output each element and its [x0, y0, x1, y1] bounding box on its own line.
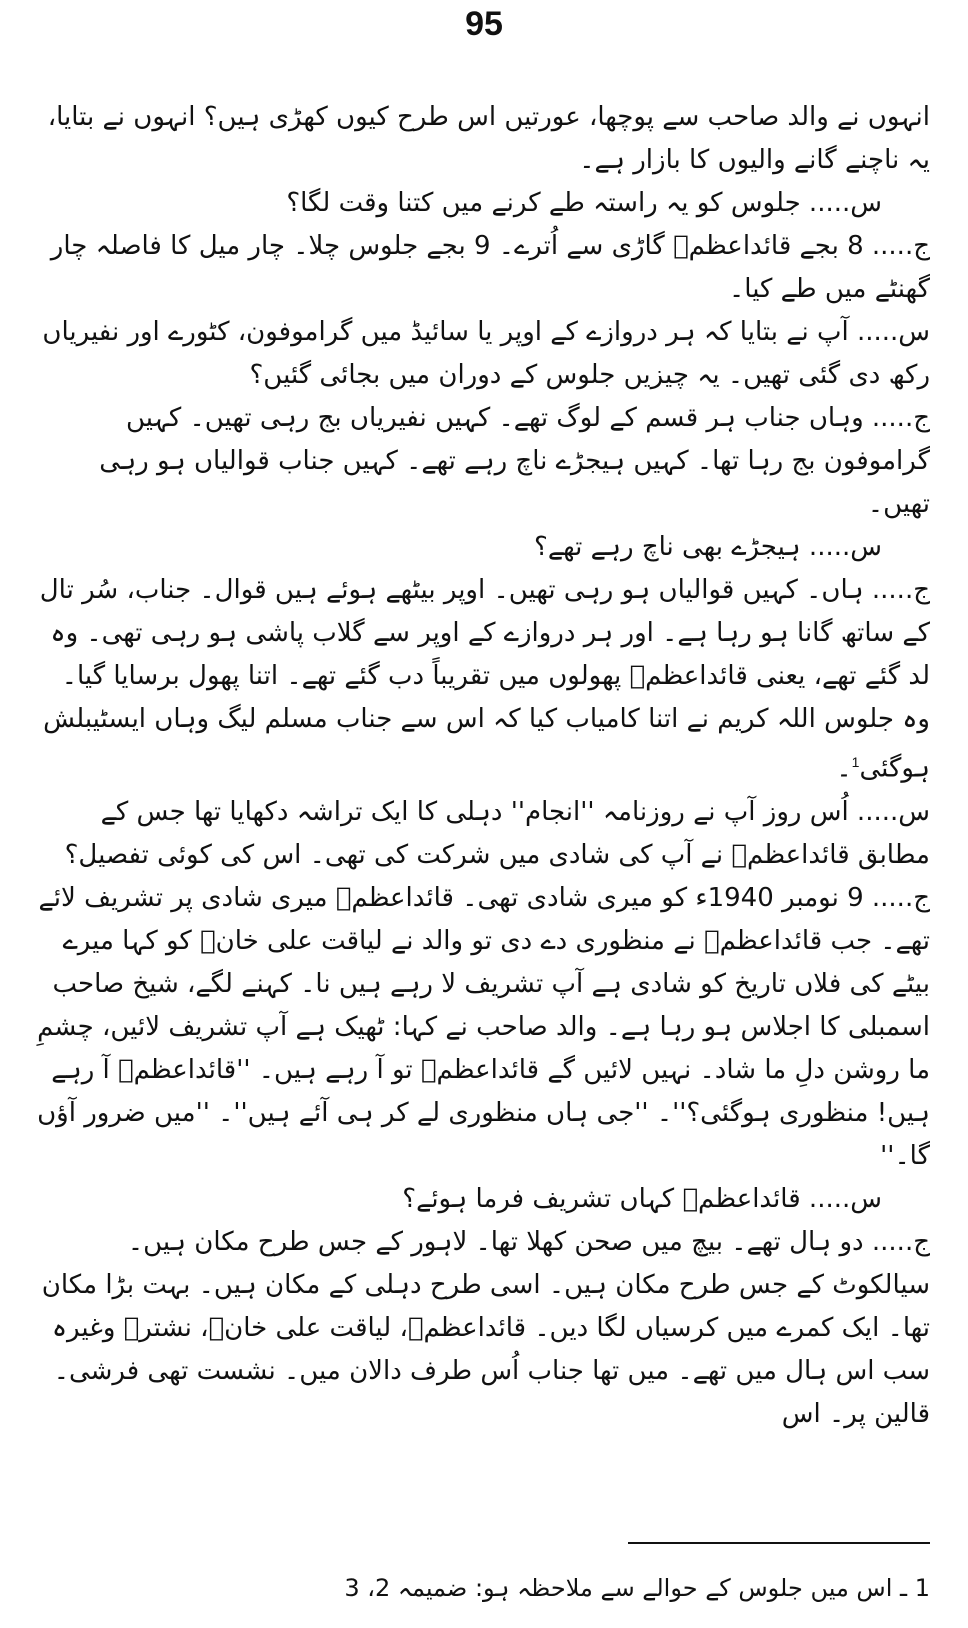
question-paragraph: س..... جلوس کو یہ راستہ طے کرنے میں کتنا وقت لگا؟ — [286, 188, 882, 218]
question-paragraph: س..... آپ نے بتایا کہ ہر دروازے کے اوپر یا سائیڈ میں گراموفون، کٹورے اور نفیریاں رکھ دی گئی تھیں۔ یہ چیزیں جلوس کے دوران میں بجائی گئیں؟ — [42, 317, 930, 390]
answer-paragraph: ج..... ہاں۔ کہیں قوالیاں ہو رہی تھیں۔ اوپر بیٹھے ہوئے ہیں قوال۔ جناب، سُر تال کے ساتھ گانا ہو رہا ہے۔ اور ہر دروازے کے اوپر سے گلاب پاشی ہو رہی تھی۔ وہ لد گئے تھے، یعنی قائداعظمؒ پھولوں میں تقریباً دب گئے تھے۔ اتنا پھول برسایا گیا۔ وہ جلوس اللہ کریم نے اتنا کامیاب کیا کہ اس سے جناب مسلم لیگ وہاں ایسٹیبلش ہوگئی$^1$۔ — [39, 575, 930, 784]
footnote-marker: 1 ـ — [900, 1574, 930, 1602]
paragraph: انہوں نے والد صاحب سے پوچھا، عورتیں اس طرح کیوں کھڑی ہیں؟ انہوں نے بتایا، یہ ناچنے گانے والیوں کا بازار ہے۔ — [47, 102, 930, 175]
page-number: 95 — [465, 5, 503, 43]
question-paragraph: س..... ہیجڑے بھی ناچ رہے تھے؟ — [534, 532, 882, 562]
answer-paragraph: ج..... دو ہال تھے۔ بیچ میں صحن کھلا تھا۔ لاہور کے جس طرح مکان ہیں۔ سیالکوٹ کے جس طرح مکان ہیں۔ اسی طرح دہلی کے مکان ہیں۔ بہت بڑا مکان تھا۔ ایک کمرے میں کرسیاں لگا دیں۔ قائداعظمؒ، لیاقت علی خانؒ، نشترؒ وغیرہ سب اس ہال میں تھے۔ میں تھا جناب اُس طرف دالان میں۔ نشست تھی فرشی۔ قالین پر۔ اس — [41, 1226, 930, 1429]
footnote — [30, 1570, 930, 1606]
answer-paragraph: ج..... 8 بجے قائداعظمؒ گاڑی سے اُترے۔ 9 بجے جلوس چلا۔ چار میل کا فاصلہ چار گھنٹے میں طے کیا۔ — [50, 231, 930, 304]
answer-paragraph: ج..... 9 نومبر 1940ء کو میری شادی تھی۔ قائداعظمؒ میری شادی پر تشریف لائے تھے۔ جب قائداعظمؒ نے منظوری دے دی تو والد نے لیاقت علی خانؒ کو کہا میرے بیٹے کی فلاں تاریخ کو شادی ہے آپ تشریف لا رہے ہیں نا۔ کہنے لگے، شیخ صاحب اسمبلی کا اجلاس ہو رہا ہے۔ والد صاحب نے کہا: ٹھیک ہے آپ تشریف لائیں، چشمِ ما روشن دلِ ما شاد۔ نہیں لائیں گے قائداعظمؒ تو آ رہے ہیں۔ ''قائداعظمؒ آ رہے ہیں! منظوری ہوگئی؟''۔ ''جی ہاں منظوری لے کر ہی آئے ہیں''۔ ''میں ضرور آؤں گا۔'' — [37, 882, 930, 1171]
question-paragraph: س..... اُس روز آپ نے روزنامہ ''انجام'' دہلی کا ایک تراشہ دکھایا تھا جس کے مطابق قائداعظمؒ نے آپ کی شادی میں شرکت کی تھی۔ اس کی کوئی تفصیل؟ — [64, 796, 930, 870]
footnote-text: اس میں جلوس کے حوالے سے ملاحظہ ہو: ضمیمہ 2، 3 — [344, 1574, 893, 1602]
question-paragraph: س..... قائداعظمؒ کہاں تشریف فرما ہوئے؟ — [402, 1183, 882, 1214]
answer-text: ج..... ہاں۔ کہیں قوالیاں ہو رہی تھیں۔ اوپر بیٹھے ہوئے ہیں قوال۔ جناب، سُر تال کے ساتھ گانا ہو رہا ہے۔ اور ہر دروازے کے اوپر سے گلاب پاشی ہو رہی تھی۔ وہ لد گئے تھے، یعنی قائداعظمؒ پھولوں میں تقریباً دب گئے تھے۔ اتنا پھول برسایا گیا۔ وہ جلوس اللہ کریم نے اتنا کامیاب کیا کہ اس سے جناب مسلم لیگ وہاں ایسٹیبلش ہوگئی — [39, 575, 930, 784]
footnote-divider — [628, 1542, 930, 1544]
body-text — [30, 96, 930, 1436]
answer-paragraph: ج..... وہاں جناب ہر قسم کے لوگ تھے۔ کہیں نفیریاں بج رہی تھیں۔ کہیں گراموفون بج رہا تھا۔ کہیں ہیجڑے ناچ رہے تھے۔ کہیں جناب قوالیاں ہو رہی تھیں۔ — [99, 403, 930, 519]
footnote-reference: 1 — [851, 754, 860, 770]
